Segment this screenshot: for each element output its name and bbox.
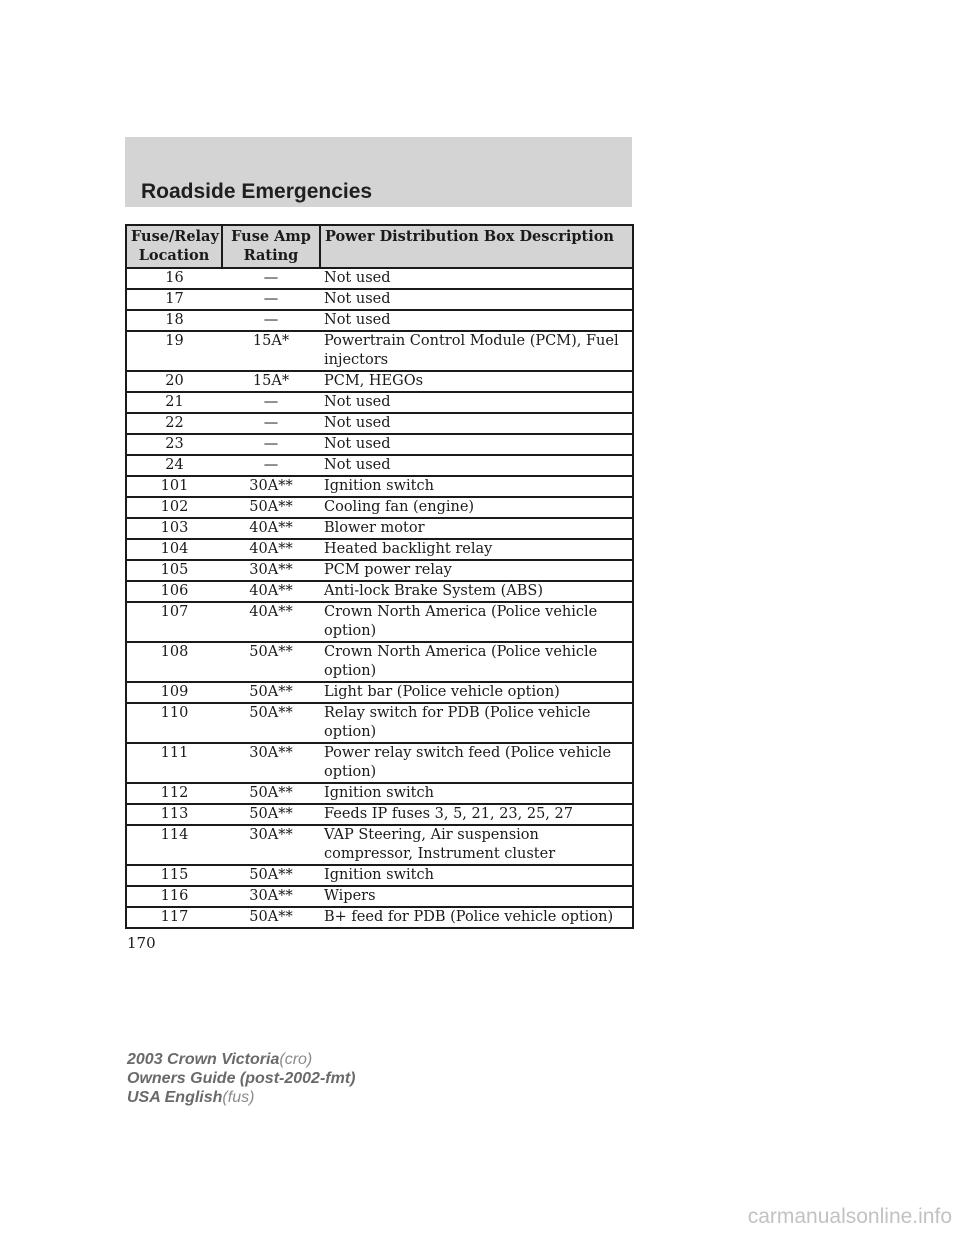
description-cell: Light bar (Police vehicle option) bbox=[320, 682, 633, 703]
table-header-row bbox=[126, 225, 633, 268]
description-cell: Blower motor bbox=[320, 518, 633, 539]
fuse-location-cell: 16 bbox=[126, 268, 222, 289]
footer-line-3 bbox=[127, 1088, 355, 1107]
table-row bbox=[126, 804, 633, 825]
table-row bbox=[126, 703, 633, 743]
section-header bbox=[125, 137, 632, 207]
amp-rating-cell: 50A** bbox=[222, 642, 320, 682]
amp-rating-cell: 15A* bbox=[222, 371, 320, 392]
amp-rating-cell: 50A** bbox=[222, 682, 320, 703]
description-cell: Feeds IP fuses 3, 5, 21, 23, 25, 27 bbox=[320, 804, 633, 825]
amp-rating-cell: — bbox=[222, 434, 320, 455]
fuse-location-cell: 102 bbox=[126, 497, 222, 518]
table-row bbox=[126, 743, 633, 783]
table-row bbox=[126, 682, 633, 703]
table-row bbox=[126, 642, 633, 682]
fuse-location-cell: 116 bbox=[126, 886, 222, 907]
description-cell: Anti-lock Brake System (ABS) bbox=[320, 581, 633, 602]
fuse-table bbox=[125, 224, 634, 929]
page-number: 170 bbox=[127, 934, 156, 952]
header-location-line1: Fuse/Relay bbox=[131, 228, 219, 245]
amp-rating-cell: 30A** bbox=[222, 560, 320, 581]
amp-rating-cell: — bbox=[222, 455, 320, 476]
amp-rating-cell: 15A* bbox=[222, 331, 320, 371]
description-cell: VAP Steering, Air suspension compressor, Instrument cluster bbox=[320, 825, 633, 865]
amp-rating-cell: 50A** bbox=[222, 907, 320, 928]
table-row bbox=[126, 602, 633, 642]
watermark-text: carmanualsonline.info bbox=[747, 1205, 952, 1228]
fuse-location-cell: 103 bbox=[126, 518, 222, 539]
description-cell: Crown North America (Police vehicle option) bbox=[320, 602, 633, 642]
description-cell: Relay switch for PDB (Police vehicle option) bbox=[320, 703, 633, 743]
table-row bbox=[126, 392, 633, 413]
amp-rating-cell: — bbox=[222, 392, 320, 413]
fuse-location-cell: 22 bbox=[126, 413, 222, 434]
description-cell: Ignition switch bbox=[320, 865, 633, 886]
fuse-location-cell: 105 bbox=[126, 560, 222, 581]
amp-rating-cell: 50A** bbox=[222, 865, 320, 886]
footer-language: USA English bbox=[127, 1089, 223, 1106]
footer-model-code: (cro) bbox=[279, 1051, 313, 1068]
fuse-location-cell: 107 bbox=[126, 602, 222, 642]
table-row bbox=[126, 518, 633, 539]
amp-rating-cell: — bbox=[222, 413, 320, 434]
description-cell: Not used bbox=[320, 455, 633, 476]
description-cell: B+ feed for PDB (Police vehicle option) bbox=[320, 907, 633, 928]
document-footer bbox=[127, 1050, 355, 1107]
description-cell: Cooling fan (engine) bbox=[320, 497, 633, 518]
description-cell: Not used bbox=[320, 434, 633, 455]
amp-rating-cell: 50A** bbox=[222, 497, 320, 518]
table-row bbox=[126, 268, 633, 289]
table-row bbox=[126, 413, 633, 434]
fuse-location-cell: 115 bbox=[126, 865, 222, 886]
header-amp-line1: Fuse Amp bbox=[231, 228, 311, 245]
table-row bbox=[126, 886, 633, 907]
amp-rating-cell: 30A** bbox=[222, 476, 320, 497]
amp-rating-cell: — bbox=[222, 310, 320, 331]
description-cell: Not used bbox=[320, 268, 633, 289]
table-row bbox=[126, 581, 633, 602]
amp-rating-cell: 30A** bbox=[222, 886, 320, 907]
description-cell: Not used bbox=[320, 413, 633, 434]
header-location bbox=[126, 225, 222, 268]
description-cell: PCM, HEGOs bbox=[320, 371, 633, 392]
table-row bbox=[126, 455, 633, 476]
fuse-location-cell: 21 bbox=[126, 392, 222, 413]
header-amp-rating bbox=[222, 225, 320, 268]
footer-guide: Owners Guide (post-2002-fmt) bbox=[127, 1070, 356, 1087]
header-description: Power Distribution Box Description bbox=[320, 225, 633, 268]
fuse-location-cell: 18 bbox=[126, 310, 222, 331]
fuse-location-cell: 101 bbox=[126, 476, 222, 497]
footer-line-1 bbox=[127, 1050, 355, 1069]
amp-rating-cell: 40A** bbox=[222, 602, 320, 642]
description-cell: Heated backlight relay bbox=[320, 539, 633, 560]
fuse-location-cell: 106 bbox=[126, 581, 222, 602]
amp-rating-cell: — bbox=[222, 289, 320, 310]
description-cell: PCM power relay bbox=[320, 560, 633, 581]
amp-rating-cell: 50A** bbox=[222, 804, 320, 825]
description-cell: Not used bbox=[320, 289, 633, 310]
table-row bbox=[126, 783, 633, 804]
header-location-line2: Location bbox=[138, 247, 210, 264]
footer-line-2 bbox=[127, 1069, 355, 1088]
fuse-location-cell: 19 bbox=[126, 331, 222, 371]
fuse-location-cell: 110 bbox=[126, 703, 222, 743]
amp-rating-cell: 50A** bbox=[222, 783, 320, 804]
amp-rating-cell: 30A** bbox=[222, 743, 320, 783]
fuse-location-cell: 17 bbox=[126, 289, 222, 310]
description-cell: Ignition switch bbox=[320, 476, 633, 497]
description-cell: Not used bbox=[320, 392, 633, 413]
fuse-location-cell: 20 bbox=[126, 371, 222, 392]
table-row bbox=[126, 825, 633, 865]
fuse-location-cell: 114 bbox=[126, 825, 222, 865]
table-row bbox=[126, 310, 633, 331]
amp-rating-cell: 50A** bbox=[222, 703, 320, 743]
table-row bbox=[126, 476, 633, 497]
footer-model: 2003 Crown Victoria bbox=[127, 1051, 280, 1068]
table-row bbox=[126, 539, 633, 560]
table-body bbox=[126, 268, 633, 928]
description-cell: Ignition switch bbox=[320, 783, 633, 804]
fuse-location-cell: 108 bbox=[126, 642, 222, 682]
table-row bbox=[126, 907, 633, 928]
table-row bbox=[126, 434, 633, 455]
fuse-location-cell: 112 bbox=[126, 783, 222, 804]
fuse-location-cell: 111 bbox=[126, 743, 222, 783]
header-amp-line2: Rating bbox=[243, 247, 299, 264]
section-title: Roadside Emergencies bbox=[141, 180, 373, 203]
amp-rating-cell: 40A** bbox=[222, 539, 320, 560]
description-cell: Power relay switch feed (Police vehicle option) bbox=[320, 743, 633, 783]
table-row bbox=[126, 371, 633, 392]
table-row bbox=[126, 497, 633, 518]
fuse-location-cell: 117 bbox=[126, 907, 222, 928]
description-cell: Wipers bbox=[320, 886, 633, 907]
amp-rating-cell: — bbox=[222, 268, 320, 289]
table-row bbox=[126, 560, 633, 581]
fuse-location-cell: 24 bbox=[126, 455, 222, 476]
footer-language-code: (fus) bbox=[222, 1089, 255, 1106]
fuse-location-cell: 23 bbox=[126, 434, 222, 455]
table-row bbox=[126, 289, 633, 310]
fuse-location-cell: 104 bbox=[126, 539, 222, 560]
table-row bbox=[126, 865, 633, 886]
amp-rating-cell: 40A** bbox=[222, 581, 320, 602]
table-row bbox=[126, 331, 633, 371]
amp-rating-cell: 40A** bbox=[222, 518, 320, 539]
description-cell: Not used bbox=[320, 310, 633, 331]
description-cell: Powertrain Control Module (PCM), Fuel injectors bbox=[320, 331, 633, 371]
fuse-location-cell: 113 bbox=[126, 804, 222, 825]
description-cell: Crown North America (Police vehicle option) bbox=[320, 642, 633, 682]
amp-rating-cell: 30A** bbox=[222, 825, 320, 865]
fuse-location-cell: 109 bbox=[126, 682, 222, 703]
